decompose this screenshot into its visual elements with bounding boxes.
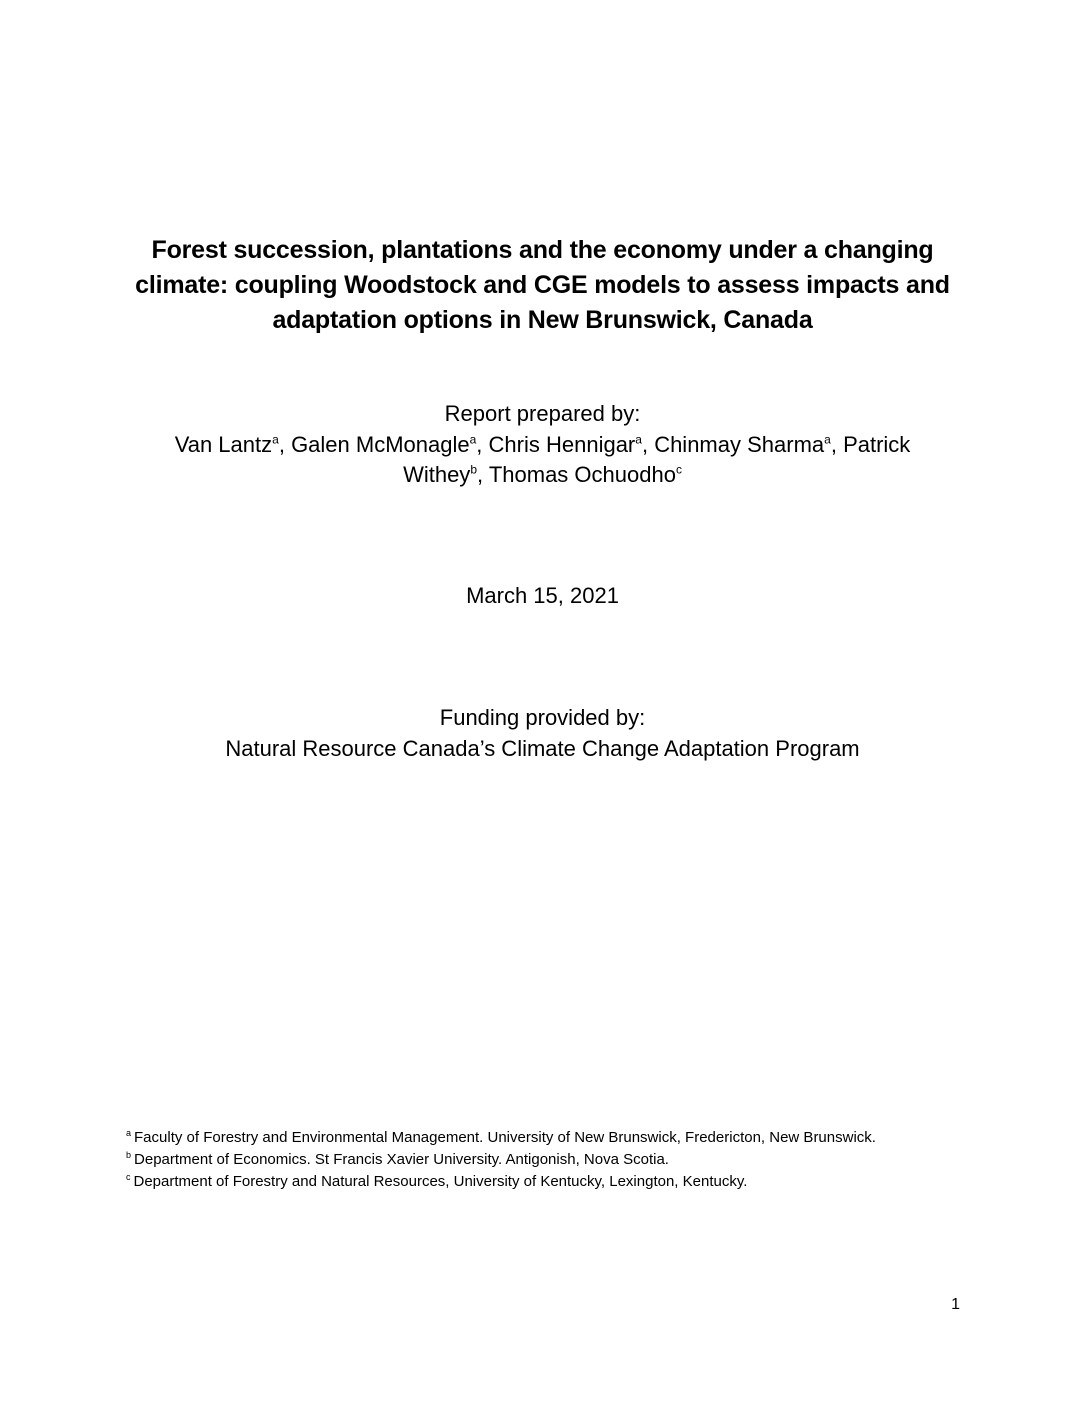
footnote	[126, 1171, 876, 1193]
affiliation-mark: c	[675, 462, 682, 477]
authors-line-2	[120, 460, 965, 491]
title-line: adaptation options in New Brunswick, Canada	[272, 306, 813, 334]
funding-label: Funding provided by:	[439, 705, 646, 730]
date-text: March 15, 2021	[466, 583, 619, 608]
page-number: 1	[951, 1296, 960, 1313]
footnote	[126, 1127, 876, 1149]
affiliation-footnotes	[126, 1127, 876, 1193]
footnote-mark: b	[126, 1150, 132, 1160]
author-name: Thomas Ochuodho	[488, 462, 676, 487]
report-date	[120, 581, 965, 612]
funding-section	[120, 703, 965, 764]
author-name-part: Patrick	[843, 431, 911, 457]
prepared-by-label: Report prepared by:	[444, 401, 641, 426]
affiliation-mark: a	[824, 432, 831, 447]
footnote-mark: a	[126, 1128, 132, 1138]
author-separator: ,	[476, 431, 489, 457]
footnote	[126, 1149, 876, 1171]
footnote-text: Department of Economics. St Francis Xavier University. Antigonish, Nova Scotia.	[134, 1151, 669, 1168]
title-line: climate: coupling Woodstock and CGE models to assess impacts and	[135, 271, 950, 299]
funding-source: Natural Resource Canada’s Climate Change Adaptation Program	[225, 735, 860, 761]
author-name: Van Lantz	[174, 431, 273, 457]
footnote-text: Department of Forestry and Natural Resources, University of Kentucky, Lexington, Kentucky.	[133, 1173, 748, 1190]
affiliation-mark: a	[469, 432, 477, 447]
footnote-mark: c	[126, 1172, 131, 1182]
affiliation-mark: a	[635, 432, 642, 447]
affiliation-mark: a	[272, 432, 279, 447]
report-title	[120, 233, 965, 338]
title-line: Forest succession, plantations and the economy under a changing	[151, 236, 934, 264]
author-name-part: Withey	[403, 462, 471, 487]
author-name: Chris Hennigar	[488, 431, 636, 457]
author-name: Galen McMonagle	[291, 431, 470, 457]
author-name: Chinmay Sharma	[654, 431, 825, 457]
footnote-text: Faculty of Forestry and Environmental Management. University of New Brunswick, Fredericton, New Brunswick.	[134, 1129, 876, 1146]
author-separator: ,	[477, 462, 489, 487]
author-separator: ,	[641, 431, 655, 457]
affiliation-mark: b	[470, 462, 477, 477]
prepared-by-section	[120, 399, 965, 491]
author-separator: ,	[830, 431, 844, 457]
authors-line-1	[120, 430, 965, 461]
author-separator: ,	[278, 431, 292, 457]
